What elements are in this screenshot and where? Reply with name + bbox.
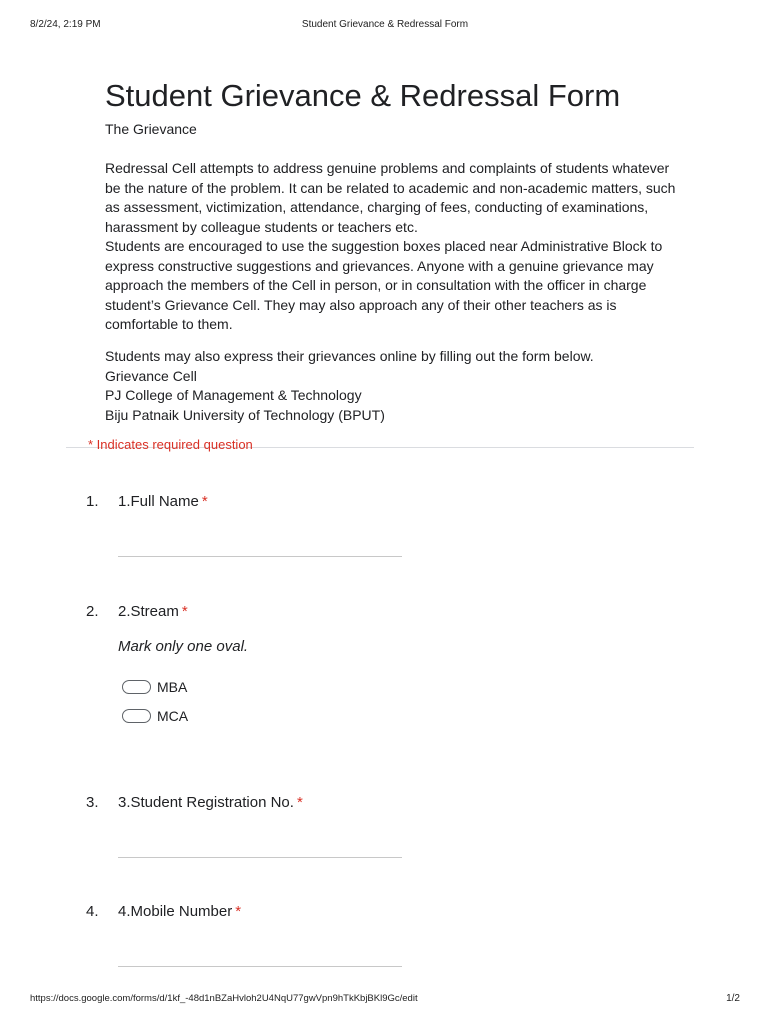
description-paragraph-2 xyxy=(105,347,680,425)
question-title-registration xyxy=(118,794,303,811)
stream-option-mca[interactable] xyxy=(122,707,188,725)
description-paragraph-1 xyxy=(105,159,680,335)
required-asterisk: * xyxy=(296,794,303,811)
stream-option-mba[interactable] xyxy=(122,678,187,696)
print-doc-title: Student Grievance & Redressal Form xyxy=(301,19,469,30)
description-intro: The Grievance xyxy=(105,121,197,137)
radio-oval[interactable] xyxy=(122,680,151,694)
description-line: as assessment, victimization, attendance, charging of fees, conducting of examinations, xyxy=(105,199,649,215)
form-title: Student Grievance & Redressal Form xyxy=(105,78,621,113)
required-asterisk: * xyxy=(181,603,188,620)
question-title-stream xyxy=(118,603,188,620)
required-asterisk: * xyxy=(201,493,208,510)
description-line: PJ College of Management & Technology xyxy=(105,387,362,403)
question-title-full-name xyxy=(118,493,208,510)
option-label: MCA xyxy=(157,708,189,724)
radio-oval[interactable] xyxy=(122,709,151,723)
question-number: 4. xyxy=(86,903,99,920)
question-label: 2.Stream xyxy=(118,603,179,620)
description-line: Students are encouraged to use the suggestion boxes placed near Administrative Block to xyxy=(105,238,663,254)
description-line: be the nature of the problem. It can be related to academic and non-academic matters, such xyxy=(105,179,676,196)
required-note: * Indicates required question xyxy=(88,437,253,452)
question-label: 3.Student Registration No. xyxy=(118,794,294,811)
mobile-number-input[interactable] xyxy=(118,966,402,967)
description-line: approach the members of the Cell in person, or in consultation with the officer in charge xyxy=(105,277,647,293)
description-line: student’s Grievance Cell. They may also approach any of their other teachers as is xyxy=(105,296,617,313)
description-line: Grievance Cell xyxy=(105,367,197,384)
description-line: Redressal Cell attempts to address genuine problems and complaints of students whatever xyxy=(105,160,670,176)
question-label: 1.Full Name xyxy=(118,493,199,510)
question-title-mobile xyxy=(118,903,241,920)
description-line: harassment by colleague students or teachers etc. xyxy=(105,218,418,235)
question-number: 3. xyxy=(86,794,99,811)
description-line: express constructive suggestions and grievances. Anyone with a genuine grievance may xyxy=(105,257,654,274)
full-name-input[interactable] xyxy=(118,556,402,557)
print-page-number: 1/2 xyxy=(726,993,740,1004)
question-label: 4.Mobile Number xyxy=(118,903,233,920)
description-line: comfortable to them. xyxy=(105,316,233,332)
description-line: Biju Patnaik University of Technology (BPUT) xyxy=(105,406,385,423)
question-number: 1. xyxy=(86,493,99,510)
option-label: MBA xyxy=(157,679,188,695)
question-number: 2. xyxy=(86,603,99,620)
print-datetime: 8/2/24, 2:19 PM xyxy=(30,19,101,30)
print-url: https://docs.google.com/forms/d/1kf_-48d1nBZaHvloh2U4NqU77gwVpn9hTkKbjBKl9Gc/edit xyxy=(30,993,418,1004)
description-line: Students may also express their grievances online by filling out the form below. xyxy=(105,348,594,364)
registration-number-input[interactable] xyxy=(118,857,402,858)
stream-hint: Mark only one oval. xyxy=(118,638,249,655)
required-asterisk: * xyxy=(235,903,242,920)
